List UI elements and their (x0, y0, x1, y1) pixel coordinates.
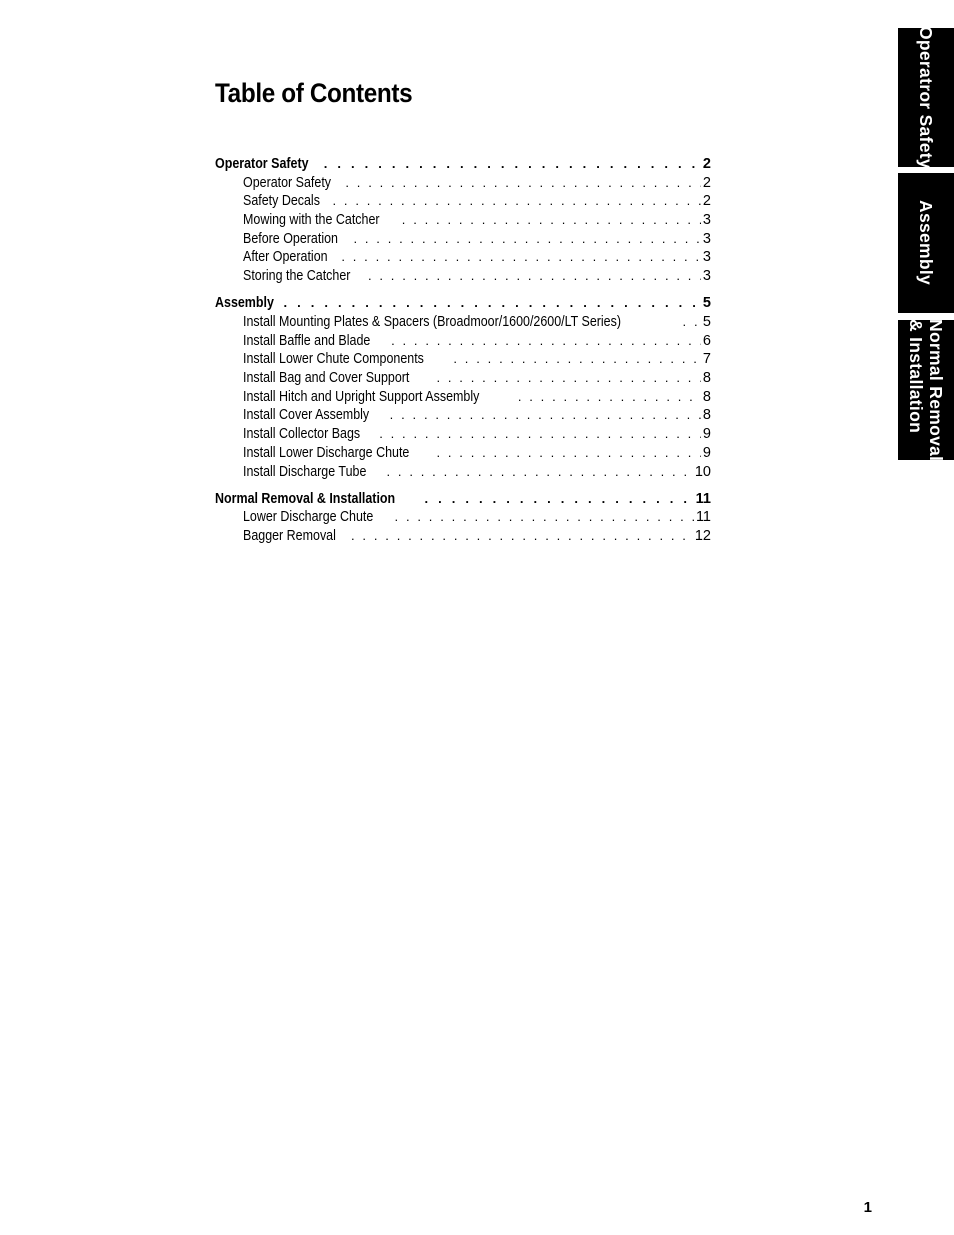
toc-page-number: 12 (694, 528, 711, 545)
toc-entry-label: Lower Discharge Chute (243, 509, 374, 526)
page-number: 1 (863, 1199, 872, 1216)
toc-entry-assembly[interactable] (215, 294, 711, 313)
toc-entry-label: Install Bag and Cover Support (243, 370, 410, 387)
toc-page-number: 8 (702, 388, 711, 405)
toc-entry-label: Install Mounting Plates & Spacers (Broadmoor/1600/2600/LT Series) (243, 314, 621, 330)
dot-leader (353, 230, 700, 249)
table-of-contents (215, 155, 711, 554)
side-tab-label-line-2: & Installation (906, 318, 926, 433)
toc-page-number: 8 (702, 370, 711, 387)
toc-subentry[interactable] (215, 444, 711, 463)
toc-section-normal-removal (215, 490, 711, 546)
page-title: Table of Contents (215, 78, 413, 108)
side-tab-label: Operatror Safety (916, 26, 936, 169)
toc-entry-label: Install Discharge Tube (243, 463, 367, 480)
side-tab-normal-removal[interactable] (898, 320, 954, 460)
toc-page-number: 7 (702, 351, 711, 368)
toc-entry-label: Install Hitch and Upright Support Assembly (243, 388, 480, 405)
toc-entry-label: Install Lower Chute Components (243, 351, 424, 368)
toc-entry-label: Install Cover Assembly (243, 407, 370, 424)
toc-page-number: 9 (702, 426, 711, 443)
dot-leader (332, 192, 700, 211)
side-tab-label: Assembly (916, 200, 936, 286)
toc-entry-label: Assembly (215, 295, 274, 312)
toc-entry-label: Bagger Removal (243, 528, 336, 545)
toc-subentry[interactable] (215, 350, 711, 369)
toc-subentry[interactable] (215, 313, 711, 332)
dot-leader (390, 406, 701, 425)
toc-entry-label: Storing the Catcher (243, 268, 351, 285)
toc-entry-label: Install Collector Bags (243, 426, 361, 443)
toc-page-number: 10 (694, 463, 711, 480)
side-tab-label (906, 319, 946, 461)
toc-entry-label: Safety Decals (243, 193, 320, 210)
toc-entry-label: Install Lower Discharge Chute (243, 444, 410, 461)
dot-leader (683, 313, 701, 332)
toc-entry-label: After Operation (243, 249, 328, 266)
toc-page-number: 3 (702, 230, 711, 247)
dot-leader (391, 332, 701, 351)
dot-leader (386, 463, 692, 482)
dot-leader (425, 490, 694, 509)
toc-page-number: 8 (702, 407, 711, 424)
toc-subentry[interactable] (215, 508, 711, 527)
toc-page-number: 6 (702, 332, 711, 349)
toc-page-number: 11 (695, 490, 711, 507)
toc-subentry[interactable] (215, 388, 711, 407)
toc-page-number: 3 (702, 268, 711, 285)
dot-leader (436, 444, 700, 463)
toc-entry-label: Operator Safety (243, 174, 332, 191)
dot-leader (436, 369, 700, 388)
toc-subentry[interactable] (215, 267, 711, 286)
toc-page-number: 2 (702, 156, 711, 172)
toc-page-number: 9 (702, 444, 711, 461)
toc-subentry[interactable] (215, 527, 711, 546)
dot-leader (284, 294, 701, 313)
dot-leader (518, 388, 701, 407)
dot-leader (368, 267, 701, 286)
toc-subentry[interactable] (215, 406, 711, 425)
toc-entry-label: Before Operation (243, 230, 338, 247)
toc-subentry[interactable] (215, 248, 711, 267)
toc-subentry[interactable] (215, 230, 711, 249)
toc-section-operator-safety (215, 155, 711, 286)
dot-leader (395, 508, 694, 527)
dot-leader (379, 425, 701, 444)
toc-entry-operator-safety[interactable] (215, 155, 711, 174)
toc-subentry[interactable] (215, 211, 711, 230)
toc-subentry[interactable] (215, 369, 711, 388)
side-tab-label-line-1: Normal Removal (926, 318, 946, 462)
toc-section-assembly (215, 294, 711, 481)
toc-page-number: 11 (695, 509, 711, 526)
toc-entry-normal-removal[interactable] (215, 490, 711, 509)
toc-subentry[interactable] (215, 425, 711, 444)
toc-page-number: 3 (702, 212, 711, 229)
toc-entry-label: Mowing with the Catcher (243, 212, 380, 229)
dot-leader (324, 155, 701, 174)
toc-entry-label: Operator Safety (215, 156, 309, 172)
toc-page-number: 5 (702, 314, 711, 330)
toc-entry-label: Normal Removal & Installation (215, 490, 396, 507)
side-tab-assembly[interactable] (898, 173, 954, 313)
dot-leader (341, 248, 701, 267)
toc-page-number: 2 (702, 193, 711, 210)
dot-leader (453, 350, 701, 369)
dot-leader (402, 211, 701, 230)
toc-page-number: 5 (702, 295, 711, 312)
toc-subentry[interactable] (215, 332, 711, 351)
dot-leader (345, 174, 701, 193)
toc-subentry[interactable] (215, 192, 711, 211)
toc-page-number: 3 (702, 249, 711, 266)
toc-subentry[interactable] (215, 174, 711, 193)
side-tab-operator-safety[interactable] (898, 28, 954, 167)
toc-entry-label: Install Baffle and Blade (243, 332, 371, 349)
dot-leader (351, 527, 693, 546)
toc-subentry[interactable] (215, 463, 711, 482)
toc-page-number: 2 (702, 174, 711, 191)
